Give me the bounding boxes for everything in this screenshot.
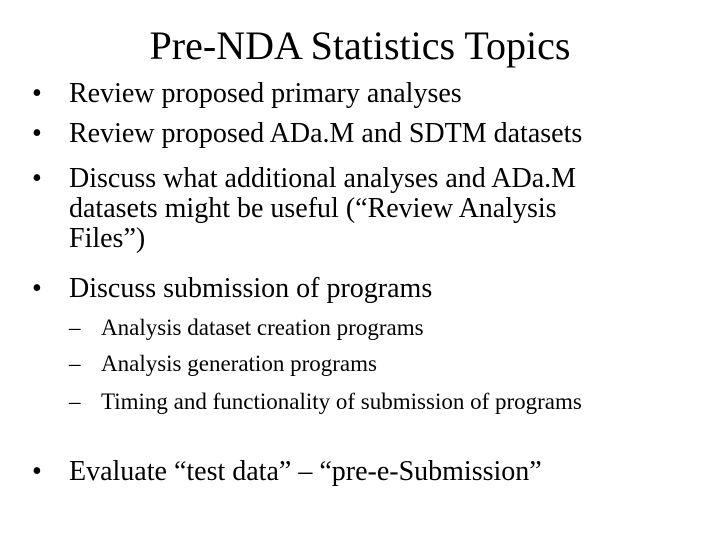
bullet-marker: • [32,78,42,109]
bullet-item [32,164,632,254]
bullet-item [32,79,672,109]
bullet-item [32,119,672,149]
sub-bullet-item [69,349,629,379]
sub-bullet-item [69,387,589,417]
slide-title: Pre-NDA Statistics Topics [149,23,571,68]
sub-bullet-text: Timing and functionality of submission of programs [101,389,582,414]
bullet-text: Discuss what additional analyses and ADa.M datasets might be useful (“Review Analysis Files”) [69,163,577,254]
bullet-marker: • [32,163,42,194]
sub-bullet-marker: – [69,389,81,414]
bullet-marker: • [32,456,42,487]
bullet-item [32,274,672,304]
bullet-text: Evaluate “test data” – “pre-e-Submission” [69,456,542,487]
bullet-text: Review proposed ADa.M and SDTM datasets [69,118,583,149]
sub-bullet-item [69,313,629,343]
bullet-marker: • [32,118,42,149]
sub-bullet-marker: – [69,351,81,376]
bullet-text: Review proposed primary analyses [69,78,462,109]
bullet-marker: • [32,273,42,304]
bullet-text: Discuss submission of programs [69,273,433,304]
sub-bullet-text: Analysis dataset creation programs [101,315,424,340]
sub-bullet-marker: – [69,315,81,340]
bullet-item [32,457,672,487]
sub-bullet-text: Analysis generation programs [101,351,377,376]
